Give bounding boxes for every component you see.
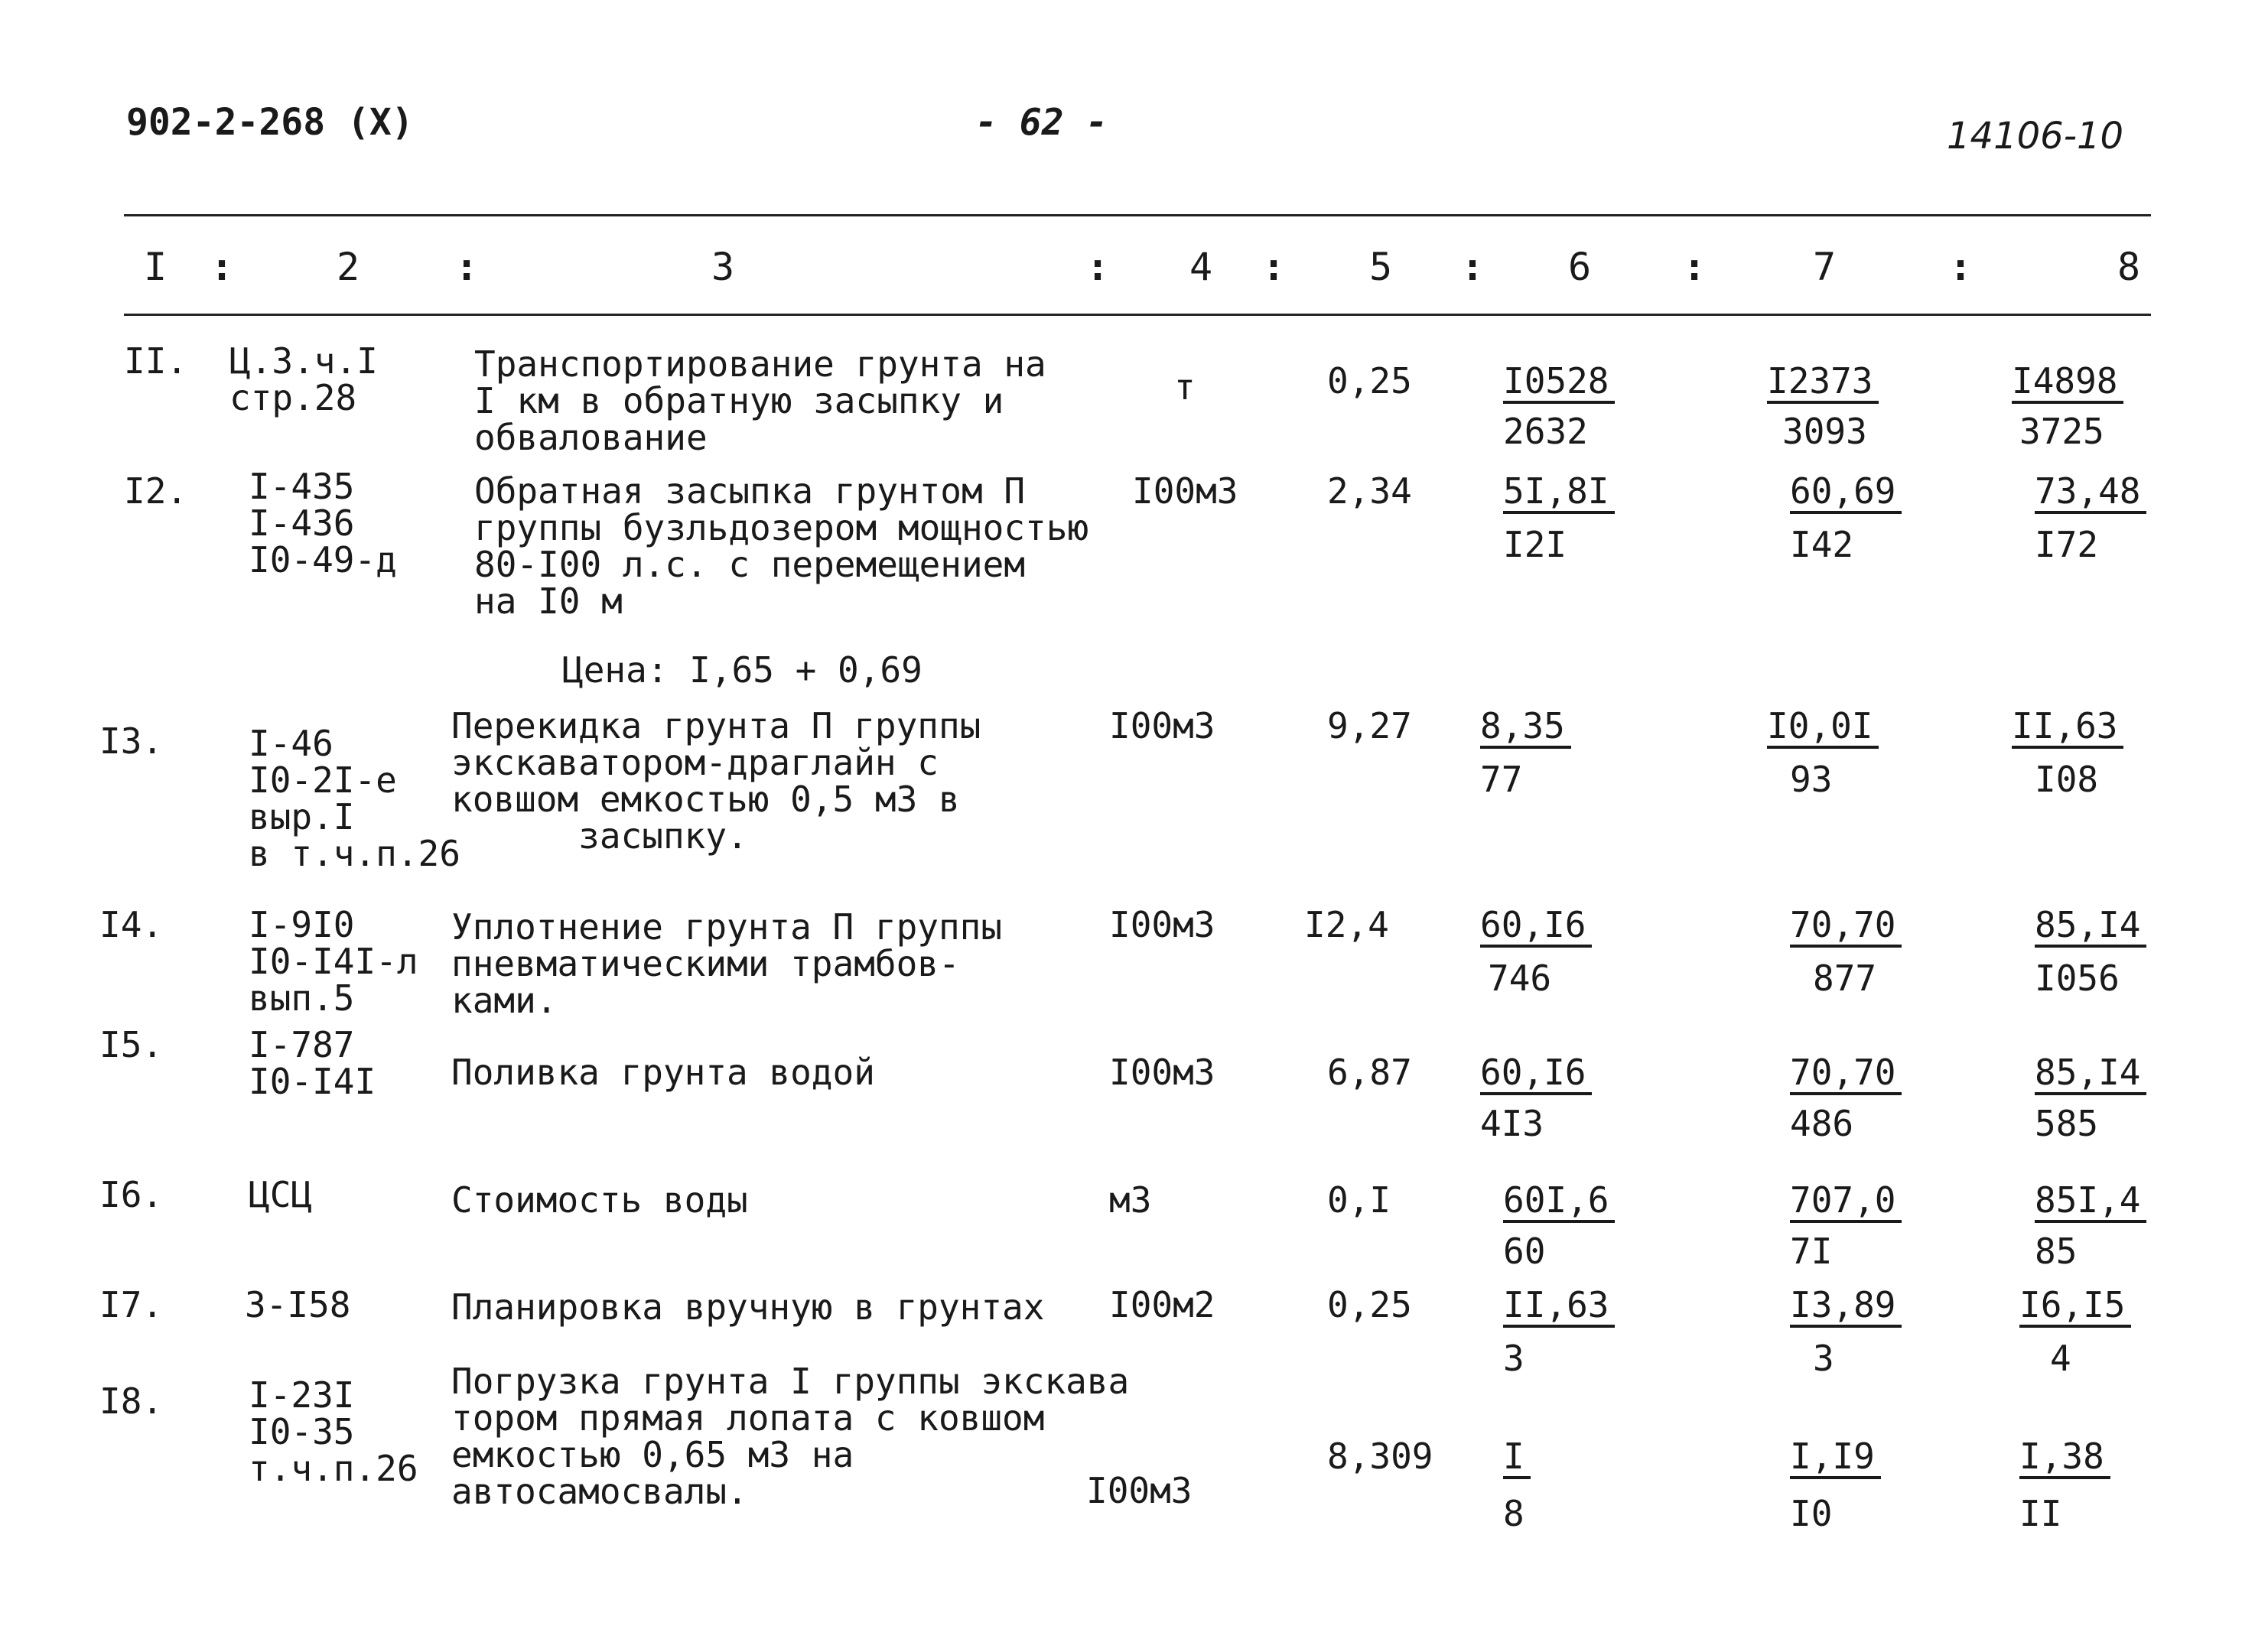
col-separator: : — [1461, 245, 1485, 289]
row-description: Обратная засыпка грунтом П группы бузльдозером мощностью 80-I00 л.с. с перемещением на I0 м — [474, 470, 1089, 622]
row-description: Стоимость воды — [451, 1179, 748, 1221]
col8-total: I056 — [2035, 958, 2120, 999]
row-quantity: 8,309 — [1327, 1436, 1433, 1477]
col-header-2: 2 — [337, 245, 360, 289]
col6-total: 4I3 — [1480, 1103, 1544, 1144]
col7-total: 877 — [1813, 958, 1877, 999]
col6-value: 60,I6 — [1480, 1054, 1592, 1095]
row-description: Поливка грунта водой — [451, 1052, 875, 1093]
col6-total: 8 — [1503, 1493, 1524, 1534]
col-header-3: 3 — [711, 245, 735, 289]
row-code: Ц.3.ч.I стр.28 — [229, 340, 378, 418]
document-code: 902-2-268 (X) — [126, 101, 414, 144]
col8-total: 585 — [2035, 1103, 2099, 1144]
row-unit: I00м3 — [1086, 1470, 1193, 1511]
row-quantity: 0,25 — [1327, 360, 1412, 402]
col7-value: I2373 — [1767, 363, 1879, 404]
col-separator: : — [1262, 245, 1286, 289]
row-number: I6. — [99, 1174, 164, 1215]
col-separator: : — [1949, 245, 1973, 289]
col8-total: 4 — [2050, 1338, 2071, 1379]
col6-total: 3 — [1503, 1338, 1524, 1379]
row-quantity: 6,87 — [1327, 1052, 1412, 1093]
row-number: I3. — [99, 720, 164, 762]
row-number: I8. — [99, 1380, 164, 1422]
col-separator: : — [455, 245, 479, 289]
row-code: I-46 I0-2I-е выр.I в т.ч.п.26 — [249, 723, 460, 874]
col8-value: I,38 — [2019, 1438, 2110, 1479]
row-description: Транспортирование грунта на I км в обратную засыпку и обвалование — [474, 343, 1046, 458]
row-code: I-787 I0-I4I — [249, 1024, 376, 1102]
row-number: I7. — [99, 1284, 164, 1325]
row-description: Уплотнение грунта П группы пневматическими трамбов- ками. — [451, 906, 1003, 1021]
col8-total: 85 — [2035, 1231, 2078, 1272]
col6-value: 5I,8I — [1503, 473, 1615, 514]
row-number: I2. — [124, 470, 188, 512]
row-quantity: I2,4 — [1304, 904, 1389, 945]
price-note: Цена: I,65 + 0,69 — [562, 649, 922, 691]
col-header-4: 4 — [1189, 245, 1213, 289]
col7-total: 3093 — [1782, 411, 1867, 452]
col8-total: I08 — [2035, 759, 2099, 800]
table-top-rule — [124, 214, 2151, 216]
col6-value: 8,35 — [1480, 707, 1571, 749]
row-unit: I00м3 — [1109, 904, 1215, 945]
col8-total: 3725 — [2019, 411, 2104, 452]
col7-value: 707,0 — [1790, 1182, 1902, 1223]
col7-value: I3,89 — [1790, 1286, 1902, 1328]
row-number: II. — [124, 340, 188, 382]
col-separator: : — [1683, 245, 1707, 289]
col7-value: I0,0I — [1767, 707, 1879, 749]
row-code: I-435 I-436 I0-49-д — [249, 466, 397, 580]
col6-value: I0528 — [1503, 363, 1615, 404]
row-number: I4. — [99, 904, 164, 945]
row-code: 3-I58 — [245, 1284, 351, 1325]
col-header-8: 8 — [2117, 245, 2141, 289]
col8-value: 73,48 — [2035, 473, 2146, 514]
row-quantity: 0,25 — [1327, 1284, 1412, 1325]
col7-total: 93 — [1790, 759, 1833, 800]
col7-value: I,I9 — [1790, 1438, 1881, 1479]
row-unit: I00м3 — [1109, 1052, 1215, 1093]
row-code: ЦСЦ — [249, 1174, 313, 1215]
row-quantity: 0,I — [1327, 1179, 1391, 1221]
col6-total: 77 — [1480, 759, 1523, 800]
col8-value: 85I,4 — [2035, 1182, 2146, 1223]
row-unit: I00м3 — [1132, 470, 1238, 512]
col6-value: I — [1503, 1438, 1531, 1479]
col6-total: 60 — [1503, 1231, 1546, 1272]
col8-value: 85,I4 — [2035, 906, 2146, 948]
col-header-5: 5 — [1369, 245, 1393, 289]
page-number: - 62 - — [975, 101, 1108, 144]
row-quantity: 9,27 — [1327, 705, 1412, 746]
col-header-7: 7 — [1813, 245, 1837, 289]
col-header-6: 6 — [1568, 245, 1592, 289]
col7-total: 486 — [1790, 1103, 1854, 1144]
col7-value: 70,70 — [1790, 1054, 1902, 1095]
col7-value: 60,69 — [1790, 473, 1902, 514]
col7-value: 70,70 — [1790, 906, 1902, 948]
row-description: Перекидка грунта П группы экскаватором-драглайн с ковшом емкостью 0,5 м3 в засыпку. — [451, 705, 981, 857]
col7-total: 3 — [1813, 1338, 1834, 1379]
col-separator: : — [210, 245, 234, 289]
sheet-code: 14106-10 — [1947, 115, 2124, 158]
col8-value: II,63 — [2012, 707, 2123, 749]
row-unit: I00м2 — [1109, 1284, 1215, 1325]
col8-value: I4898 — [2012, 363, 2123, 404]
row-description: Планировка вручную в грунтах — [451, 1286, 1045, 1328]
col8-value: 85,I4 — [2035, 1054, 2146, 1095]
row-code: I-9I0 I0-I4I-л вып.5 — [249, 904, 418, 1019]
col6-value: 60I,6 — [1503, 1182, 1615, 1223]
col-header-1: I — [144, 245, 168, 289]
col6-total: 746 — [1488, 958, 1552, 999]
row-quantity: 2,34 — [1327, 470, 1412, 512]
col-separator: : — [1086, 245, 1110, 289]
col6-total: I2I — [1503, 524, 1567, 565]
col8-total: II — [2019, 1493, 2062, 1534]
col7-total: I0 — [1790, 1493, 1833, 1534]
col8-total: I72 — [2035, 524, 2099, 565]
col7-total: 7I — [1790, 1231, 1833, 1272]
row-unit: т — [1174, 366, 1196, 408]
row-number: I5. — [99, 1024, 164, 1065]
col8-value: I6,I5 — [2019, 1286, 2131, 1328]
row-unit: м3 — [1109, 1179, 1152, 1221]
col6-total: 2632 — [1503, 411, 1588, 452]
table-header-rule — [124, 314, 2151, 316]
row-unit: I00м3 — [1109, 705, 1215, 746]
col6-value: II,63 — [1503, 1286, 1615, 1328]
row-code: I-23I I0-35 т.ч.п.26 — [249, 1374, 418, 1489]
col6-value: 60,I6 — [1480, 906, 1592, 948]
col7-total: I42 — [1790, 524, 1854, 565]
row-description: Погрузка грунта I группы экскава тором прямая лопата с ковшом емкостью 0,65 м3 на автосамосвалы. — [451, 1361, 1130, 1512]
